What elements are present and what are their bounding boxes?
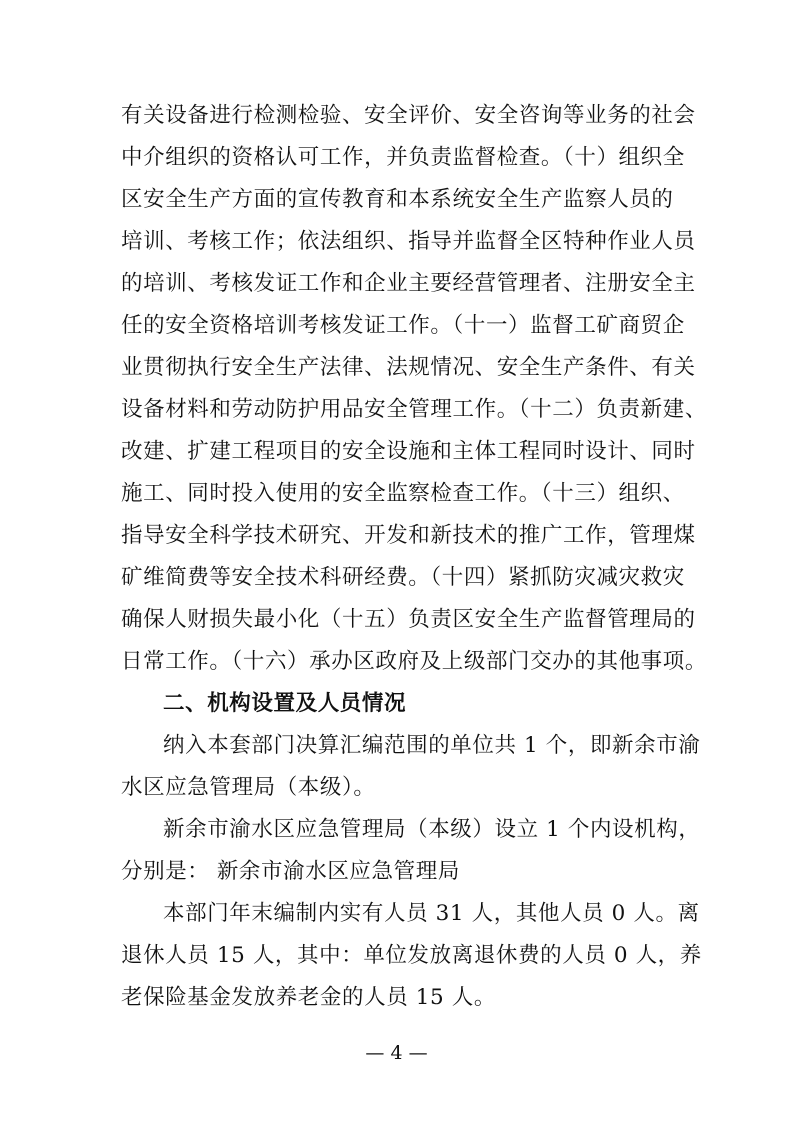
text-line: 培训、考核工作；依法组织、指导并监督全区特种作业人员 xyxy=(121,229,696,254)
text-line: 日常工作。（十六）承办区政府及上级部门交办的其他事项。 xyxy=(121,649,707,674)
text-line: 区安全生产方面的宣传教育和本系统安全生产监察人员的 xyxy=(121,187,674,212)
text-line: 施工、同时投入使用的安全监察检查工作。（十三）组织、 xyxy=(121,481,685,506)
text-line: 任的安全资格培训考核发证工作。（十一）监督工矿商贸企 xyxy=(121,313,685,338)
text-line: 水区应急管理局（本级）。 xyxy=(121,775,376,800)
section-heading: 二、机构设置及人员情况 xyxy=(163,691,407,716)
text-line: 确保人财损失最小化（十五）负责区安全生产监督管理局的 xyxy=(121,607,696,632)
text-line: 老保险基金发放养老金的人员 15 人。 xyxy=(121,985,496,1010)
text-line: 纳入本套部门决算汇编范围的单位共 1 个，即新余市渝 xyxy=(163,733,701,758)
text-line: 本部门年末编制内实有人员 31 人，其他人员 0 人。离 xyxy=(163,901,700,926)
text-line: 业贯彻执行安全生产法律、法规情况、安全生产条件、有关 xyxy=(121,355,696,380)
page-number: — 4 — xyxy=(365,1042,428,1064)
text-line: 设备材料和劳动防护用品安全管理工作。（十二）负责新建、 xyxy=(121,397,707,422)
text-line: 中介组织的资格认可工作，并负责监督检查。（十）组织全 xyxy=(121,145,685,170)
text-line: 有关设备进行检测检验、安全评价、安全咨询等业务的社会 xyxy=(121,103,696,128)
text-line: 退休人员 15 人，其中：单位发放离退休费的人员 0 人，养 xyxy=(121,943,702,968)
text-line: 指导安全科学技术研究、开发和新技术的推广工作，管理煤 xyxy=(121,523,696,548)
text-line: 矿维简费等安全技术科研经费。（十四）紧抓防灾减灾救灾 xyxy=(121,565,685,590)
text-line: 的培训、考核发证工作和企业主要经营管理者、注册安全主 xyxy=(121,271,696,296)
text-line: 改建、扩建工程项目的安全设施和主体工程同时设计、同时 xyxy=(121,439,696,464)
text-line: 分别是： 新余市渝水区应急管理局 xyxy=(121,859,460,884)
text-line: 新余市渝水区应急管理局（本级）设立 1 个内设机构， xyxy=(163,817,701,842)
